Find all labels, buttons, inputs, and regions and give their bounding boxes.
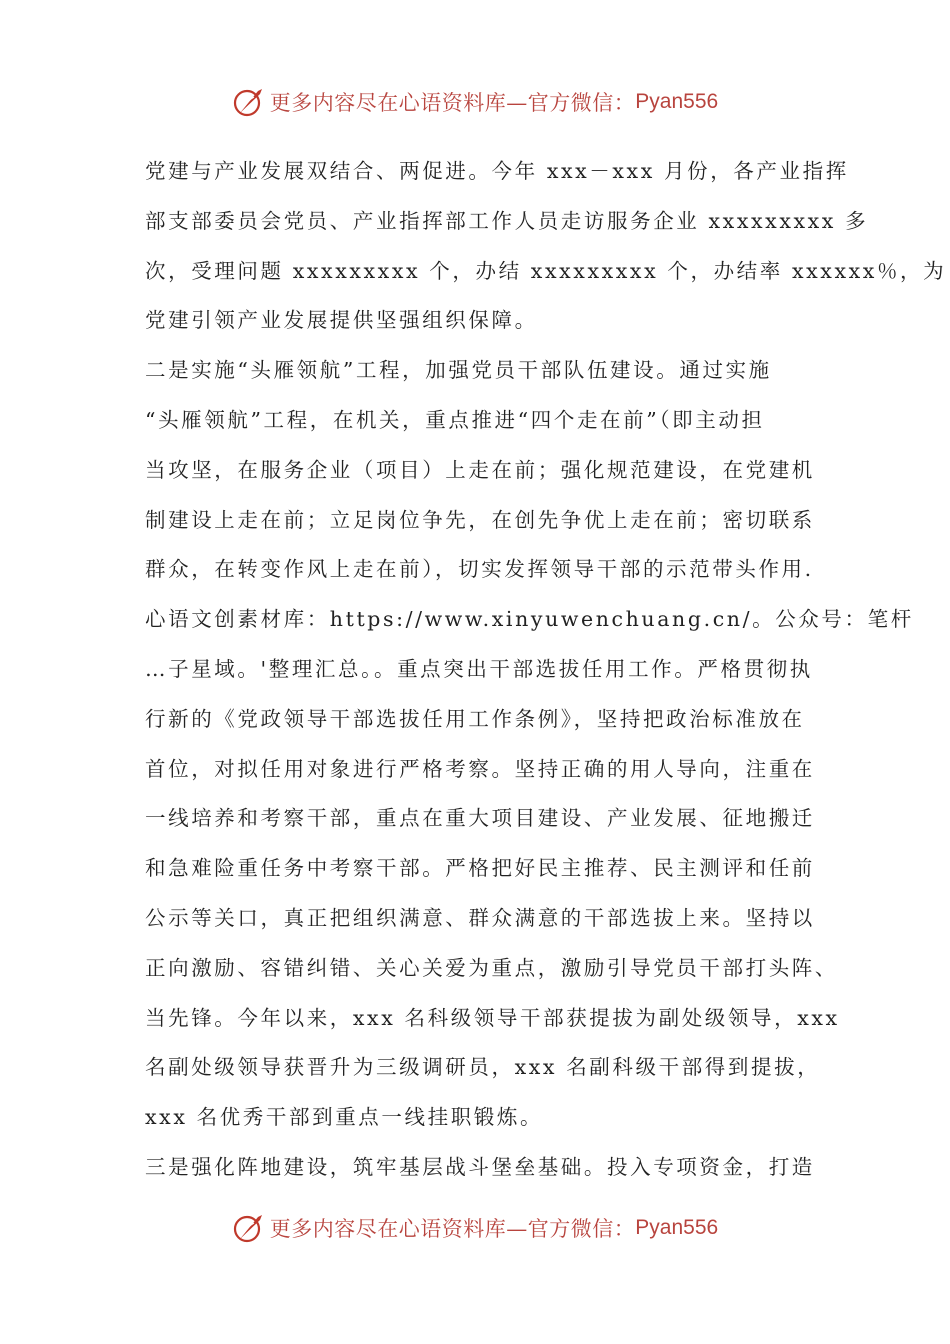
quill-logo-icon bbox=[232, 1211, 266, 1245]
text-line: 当先锋。今年以来，xxx 名科级领导干部获提拔为副处级领导，xxx bbox=[145, 1005, 840, 1030]
footer-text: 更多内容尽在心语资料库—官方微信： bbox=[269, 1217, 636, 1241]
text-line: 二是实施“头雁领航”工程，加强党员干部队伍建设。通过实施 bbox=[145, 358, 772, 383]
text-line: 行新的《党政领导干部选拔任用工作条例》，坚持把政治标准放在 bbox=[145, 706, 805, 731]
header-wechat-id: Pyan556 bbox=[635, 90, 719, 113]
document-body bbox=[145, 147, 947, 1193]
text-line: 一线培养和考察干部，重点在重大项目建设、产业发展、征地搬迁 bbox=[145, 806, 815, 831]
text-line: 正向激励、容错纠错、关心关爱为重点，激励引导党员干部打头阵、 bbox=[145, 955, 838, 980]
text-line: 部支部委员会党员、产业指挥部工作人员走访服务企业 xxxxxxxxx 多 bbox=[145, 208, 869, 233]
text-line: 次，受理问题 xxxxxxxxx 个，办结 xxxxxxxxx 个，办结率 xxxxxx％，为 bbox=[145, 258, 947, 283]
text-line: 群众，在转变作风上走在前），切实发挥领导干部的示范带头作用. bbox=[145, 557, 814, 582]
text-line: xxx 名优秀干部到重点一线挂职锻炼。 bbox=[145, 1105, 544, 1130]
quill-logo-icon bbox=[232, 85, 266, 119]
text-line: 首位，对拟任用对象进行严格考察。坚持正确的用人导向，注重在 bbox=[145, 756, 815, 781]
header-banner bbox=[0, 82, 950, 122]
footer-banner bbox=[0, 1208, 950, 1248]
text-line: 制建设上走在前；立足岗位争先，在创先争优上走在前；密切联系 bbox=[145, 507, 815, 532]
text-line: “头雁领航”工程，在机关，重点推进“四个走在前”（即主动担 bbox=[145, 407, 765, 432]
text-line: 党建引领产业发展提供坚强组织保障。 bbox=[145, 308, 538, 333]
header-text: 更多内容尽在心语资料库—官方微信： bbox=[269, 91, 636, 115]
footer-wechat-id: Pyan556 bbox=[635, 1216, 719, 1239]
text-line: 公示等关口，真正把组织满意、群众满意的干部选拔上来。坚持以 bbox=[145, 905, 815, 930]
text-line: 三是强化阵地建设，筑牢基层战斗堡垒基础。投入专项资金，打造 bbox=[145, 1154, 815, 1179]
text-line: 和急难险重任务中考察干部。严格把好民主推荐、民主测评和任前 bbox=[145, 856, 815, 881]
text-line: …子星域。'整理汇总。。重点突出干部选拔任用工作。严格贯彻执 bbox=[145, 656, 813, 681]
text-line: 心语文创素材库：https://www.xinyuwenchuang.cn/。公众号：笔杆 bbox=[145, 607, 914, 632]
text-line: 当攻坚，在服务企业（项目）上走在前；强化规范建设，在党建机 bbox=[145, 457, 815, 482]
text-line: 名副处级领导获晋升为三级调研员，xxx 名副科级干部得到提拔， bbox=[145, 1055, 821, 1080]
text-line: 党建与产业发展双结合、两促进。今年 xxx－xxx 月份，各产业指挥 bbox=[145, 159, 849, 183]
